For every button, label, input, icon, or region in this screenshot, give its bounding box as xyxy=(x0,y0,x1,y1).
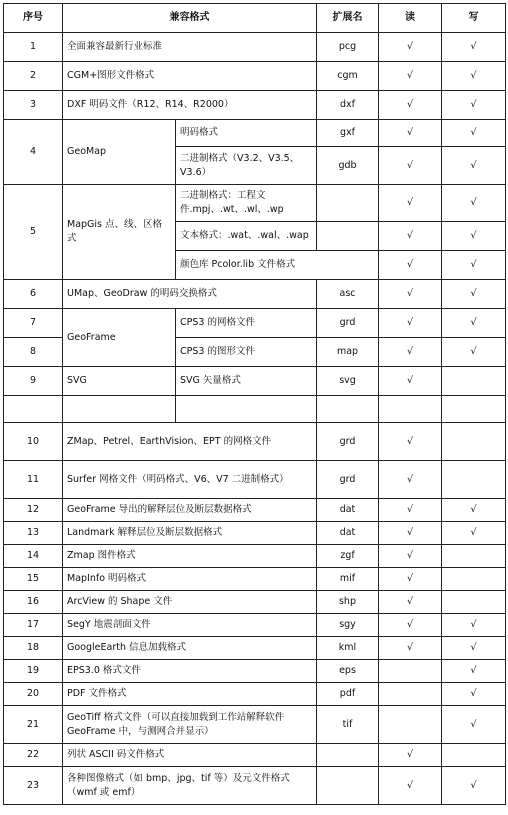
extension: mif xyxy=(317,568,379,591)
read-check: √ xyxy=(379,280,442,309)
row-number: 20 xyxy=(4,683,63,706)
write-check: √ xyxy=(442,185,506,222)
write-check: √ xyxy=(442,522,506,545)
read-check: √ xyxy=(379,744,442,767)
table-row xyxy=(4,461,506,499)
write-check xyxy=(442,545,506,568)
read-check xyxy=(379,706,442,744)
format-name: GoogleEarth 信息加载格式 xyxy=(63,637,317,660)
write-check: √ xyxy=(442,62,506,91)
read-check: √ xyxy=(379,767,442,805)
row-number: 2 xyxy=(4,62,63,91)
table-row xyxy=(4,637,506,660)
row-number: 1 xyxy=(4,33,63,62)
write-check: √ xyxy=(442,614,506,637)
read-check: √ xyxy=(379,91,442,120)
empty-cell xyxy=(317,396,379,423)
read-check: √ xyxy=(379,309,442,338)
table-row xyxy=(4,91,506,120)
sub-format: 二进制格式（V3.2、V3.5、V3.6） xyxy=(176,147,317,185)
format-name: EPS3.0 格式文件 xyxy=(63,660,317,683)
table-row xyxy=(4,744,506,767)
read-check: √ xyxy=(379,185,442,222)
write-check xyxy=(442,744,506,767)
table-row xyxy=(4,767,506,805)
empty-cell xyxy=(4,396,63,423)
header-row xyxy=(4,4,506,33)
row-number: 17 xyxy=(4,614,63,637)
table-row xyxy=(4,683,506,706)
format-name: 列状 ASCII 码文件格式 xyxy=(63,744,317,767)
row-number: 9 xyxy=(4,367,63,396)
table-row xyxy=(4,33,506,62)
read-check: √ xyxy=(379,33,442,62)
format-name: SegY 地震剖面文件 xyxy=(63,614,317,637)
read-check: √ xyxy=(379,423,442,461)
extension: eps xyxy=(317,660,379,683)
header-write: 写 xyxy=(442,4,506,33)
read-check: √ xyxy=(379,120,442,147)
read-check: √ xyxy=(379,591,442,614)
extension xyxy=(317,222,379,251)
table-row xyxy=(4,423,506,461)
format-name: GeoMap xyxy=(63,120,176,185)
sub-format: 文本格式：.wat、.wal、.wap xyxy=(176,222,317,251)
format-name: ZMap、Petrel、EarthVision、EPT 的网格文件 xyxy=(63,423,317,461)
row-number: 21 xyxy=(4,706,63,744)
format-compatibility-table xyxy=(3,3,506,805)
write-check: √ xyxy=(442,222,506,251)
read-check xyxy=(379,683,442,706)
row-number: 23 xyxy=(4,767,63,805)
write-check: √ xyxy=(442,499,506,522)
extension: dxf xyxy=(317,91,379,120)
sub-format: CPS3 的网格文件 xyxy=(176,309,317,338)
row-number: 18 xyxy=(4,637,63,660)
header-no: 序号 xyxy=(4,4,63,33)
header-read: 读 xyxy=(379,4,442,33)
write-check: √ xyxy=(442,637,506,660)
table-row xyxy=(4,367,506,396)
extension xyxy=(317,185,379,222)
table-row xyxy=(4,280,506,309)
row-number: 4 xyxy=(4,120,63,185)
write-check: √ xyxy=(442,706,506,744)
write-check: √ xyxy=(442,280,506,309)
table-row xyxy=(4,660,506,683)
row-number: 13 xyxy=(4,522,63,545)
read-check xyxy=(379,660,442,683)
write-check: √ xyxy=(442,683,506,706)
extension: zgf xyxy=(317,545,379,568)
read-check: √ xyxy=(379,147,442,185)
write-check: √ xyxy=(442,338,506,367)
read-check: √ xyxy=(379,338,442,367)
table-row xyxy=(4,309,506,338)
extension: sgy xyxy=(317,614,379,637)
sub-format: 明码格式 xyxy=(176,120,317,147)
write-check xyxy=(442,568,506,591)
row-number: 11 xyxy=(4,461,63,499)
extension: grd xyxy=(317,461,379,499)
write-check: √ xyxy=(442,91,506,120)
empty-cell xyxy=(379,396,442,423)
header-format: 兼容格式 xyxy=(63,4,317,33)
write-check: √ xyxy=(442,309,506,338)
empty-cell xyxy=(63,396,176,423)
write-check: √ xyxy=(442,33,506,62)
write-check: √ xyxy=(442,120,506,147)
empty-cell xyxy=(176,396,317,423)
extension: tif xyxy=(317,706,379,744)
format-name: Surfer 网格文件（明码格式、V6、V7 二进制格式） xyxy=(63,461,317,499)
empty-row xyxy=(4,396,506,423)
format-name: SVG xyxy=(63,367,176,396)
format-name: GeoFrame 导出的解释层位及断层数据格式 xyxy=(63,499,317,522)
table-row xyxy=(4,568,506,591)
format-name: CGM+图形文件格式 xyxy=(63,62,317,91)
table-row xyxy=(4,62,506,91)
format-name: PDF 文件格式 xyxy=(63,683,317,706)
format-name: ArcView 的 Shape 文件 xyxy=(63,591,317,614)
extension: cgm xyxy=(317,62,379,91)
write-check: √ xyxy=(442,767,506,805)
extension: dat xyxy=(317,522,379,545)
row-number: 14 xyxy=(4,545,63,568)
extension: dat xyxy=(317,499,379,522)
read-check: √ xyxy=(379,222,442,251)
table-row xyxy=(4,614,506,637)
extension: gxf xyxy=(317,120,379,147)
extension: pdf xyxy=(317,683,379,706)
row-number: 16 xyxy=(4,591,63,614)
write-check xyxy=(442,591,506,614)
extension: pcg xyxy=(317,33,379,62)
format-name: MapInfo 明码格式 xyxy=(63,568,317,591)
table-row xyxy=(4,499,506,522)
write-check xyxy=(442,423,506,461)
format-group: GeoFrame xyxy=(63,309,176,367)
sub-format: 二进制格式：工程文件.mpj、.wt、.wl、.wp xyxy=(176,185,317,222)
read-check: √ xyxy=(379,568,442,591)
read-check: √ xyxy=(379,545,442,568)
format-name: 各种图像格式（如 bmp、jpg、tif 等）及元文件格式（wmf 或 emf） xyxy=(63,767,317,805)
read-check: √ xyxy=(379,461,442,499)
format-name: Zmap 图件格式 xyxy=(63,545,317,568)
extension: svg xyxy=(317,367,379,396)
read-check: √ xyxy=(379,251,442,280)
read-check: √ xyxy=(379,367,442,396)
format-name: UMap、GeoDraw 的明码交换格式 xyxy=(63,280,317,309)
row-number: 7 xyxy=(4,309,63,338)
row-number: 8 xyxy=(4,338,63,367)
read-check: √ xyxy=(379,62,442,91)
table-row xyxy=(4,545,506,568)
row-number: 5 xyxy=(4,185,63,280)
extension: kml xyxy=(317,637,379,660)
table-row xyxy=(4,591,506,614)
header-ext: 扩展名 xyxy=(317,4,379,33)
sub-format: SVG 矢量格式 xyxy=(176,367,317,396)
write-check xyxy=(442,367,506,396)
row-number: 6 xyxy=(4,280,63,309)
read-check: √ xyxy=(379,499,442,522)
table-row xyxy=(4,120,506,147)
extension: grd xyxy=(317,423,379,461)
read-check: √ xyxy=(379,614,442,637)
read-check: √ xyxy=(379,637,442,660)
row-number: 15 xyxy=(4,568,63,591)
extension: shp xyxy=(317,591,379,614)
table-row xyxy=(4,522,506,545)
format-name: Landmark 解释层位及断层数据格式 xyxy=(63,522,317,545)
row-number: 10 xyxy=(4,423,63,461)
empty-cell xyxy=(442,396,506,423)
row-number: 3 xyxy=(4,91,63,120)
table-row xyxy=(4,185,506,222)
extension: grd xyxy=(317,309,379,338)
row-number: 12 xyxy=(4,499,63,522)
write-check: √ xyxy=(442,251,506,280)
sub-format: CPS3 的图形文件 xyxy=(176,338,317,367)
extension xyxy=(317,767,379,805)
format-name: 全面兼容最新行业标准 xyxy=(63,33,317,62)
read-check: √ xyxy=(379,522,442,545)
write-check xyxy=(442,461,506,499)
extension: map xyxy=(317,338,379,367)
write-check: √ xyxy=(442,147,506,185)
format-name: MapGis 点、线、区格式 xyxy=(63,185,176,280)
sub-format: 颜色库 Pcolor.lib 文件格式 xyxy=(176,251,379,280)
extension: gdb xyxy=(317,147,379,185)
format-name: GeoTiff 格式文件（可以直接加载到工作站解释软件 GeoFrame 中，与测网合并显示） xyxy=(63,706,317,744)
table-row xyxy=(4,706,506,744)
format-name: DXF 明码文件（R12、R14、R2000） xyxy=(63,91,317,120)
write-check: √ xyxy=(442,660,506,683)
extension: asc xyxy=(317,280,379,309)
extension xyxy=(317,744,379,767)
row-number: 22 xyxy=(4,744,63,767)
row-number: 19 xyxy=(4,660,63,683)
